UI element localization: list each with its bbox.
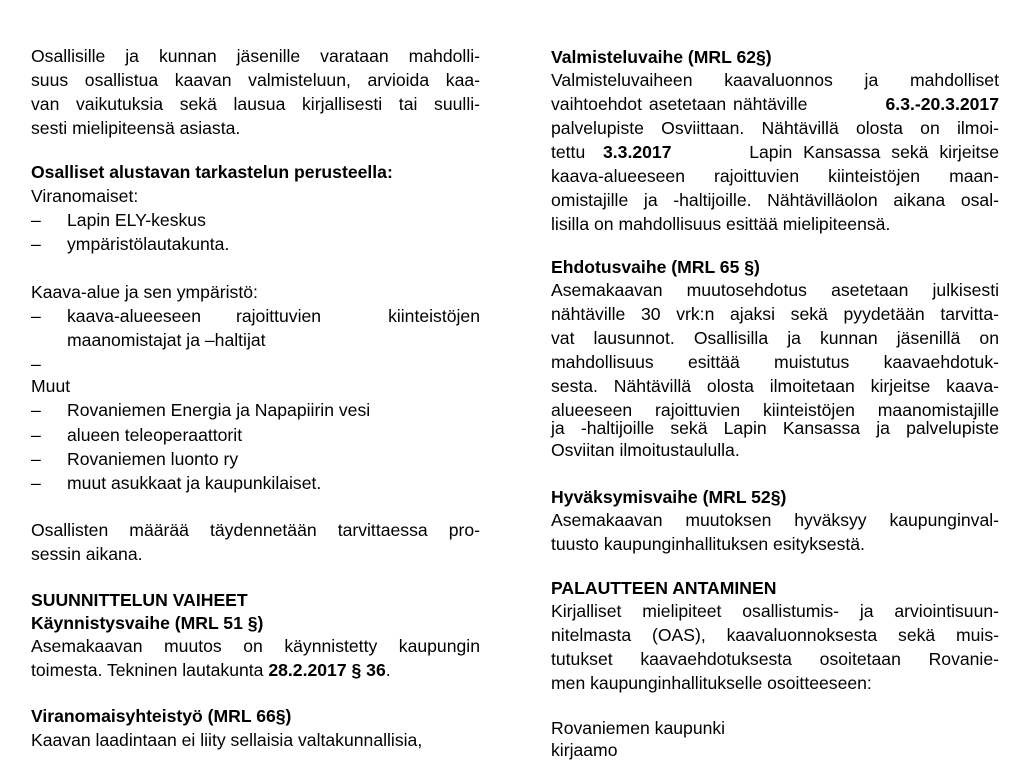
list-item-text: Rovaniemen Energia ja Napapiirin vesi [67, 400, 371, 420]
palaute-line: nitelmasta (OAS), kaavaluonnoksesta sekä muis- [551, 625, 999, 645]
address-line: Rovaniemen kaupunki [551, 718, 726, 738]
date-reference: 6.3.-20.3.2017 [885, 94, 999, 114]
hyvaksymis-line: Asemakaavan muutoksen hyväksyy kaupunginval- [551, 510, 999, 530]
osalliset-heading: Osalliset alustavan tarkastelun perusteella: [31, 162, 393, 182]
valmistelu-line: omistajille ja -haltijoille. Nähtävilläolon aikana osal- [551, 190, 999, 210]
valmistelu-line: kaava-alueeseen rajoittuvien kiinteistöjen maan- [551, 166, 999, 186]
list-item-continuation: maanomistajat ja –haltijat [67, 330, 266, 350]
suunnittelun-heading: SUUNNITTELUN VAIHEET [31, 590, 248, 610]
intro-line: van vaikutuksia sekä lausua kirjallisesti tai suulli- [31, 94, 480, 114]
dash-bullet: – [31, 449, 41, 469]
list-item-word: rajoittuvien [236, 306, 322, 326]
viranomaiset-label: Viranomaiset: [31, 186, 139, 206]
palaute-line: Kirjalliset mielipiteet osallistumis- ja arviointisuun- [551, 601, 999, 621]
text-run: . [385, 660, 391, 680]
list-item-word: kiinteistöjen [388, 306, 480, 326]
hyvaksymis-heading: Hyväksymisvaihe (MRL 52§) [551, 487, 787, 507]
ehdotus-line: alueeseen rajoittuvien kiinteistöjen maanomistajille [551, 400, 999, 420]
valmistelu-line: palvelupiste Osviittaan. Nähtävillä olosta on ilmoi- [551, 118, 999, 138]
address-line: kirjaamo [551, 740, 618, 760]
muut-label: Muut [31, 376, 71, 396]
hyvaksymis-line: tuusto kaupunginhallituksen esityksestä. [551, 534, 865, 554]
date-reference: 28.2.2017 § 36 [268, 660, 386, 680]
palaute-line: tutukset kaavaehdotuksesta osoitetaan Rovanie- [551, 649, 999, 669]
valmistelu-line: Valmisteluvaiheen kaavaluonnos ja mahdolliset [551, 70, 999, 90]
dash-bullet: – [31, 425, 41, 445]
list-item-text: ympäristölautakunta. [67, 234, 230, 254]
text-run: Lapin Kansassa sekä kirjeitse [749, 142, 999, 162]
ehdotus-line: Osviitan ilmoitustaululla. [551, 440, 740, 460]
date-reference: 3.3.2017 [603, 142, 672, 162]
list-item-text: Rovaniemen luonto ry [67, 449, 239, 469]
list-item-text: muut asukkaat ja kaupunkilaiset. [67, 473, 322, 493]
list-item-word: kaava-alueeseen [67, 306, 202, 326]
ehdotus-heading: Ehdotusvaihe (MRL 65 §) [551, 257, 760, 277]
kaynnistys-line [31, 658, 391, 682]
dash-bullet: – [31, 473, 41, 493]
dash-bullet: – [31, 354, 41, 374]
ehdotus-line: nähtäville 30 vrk:n ajaksi sekä pyydetään tarvitta- [551, 304, 999, 324]
taydennys-line: Osallisten määrää täydennetään tarvittaessa pro- [31, 520, 480, 540]
ehdotus-line: mahdollisuus esittää muistutus kaavaehdotuk- [551, 352, 999, 372]
list-item-text: alueen teleoperaattorit [67, 425, 243, 445]
viranomais-heading: Viranomaisyhteistyö (MRL 66§) [31, 706, 292, 726]
valmistelu-line: lisilla on mahdollisuus esittää mielipiteensä. [551, 214, 891, 234]
kaynnistys-heading: Käynnistysvaihe (MRL 51 §) [31, 613, 264, 633]
kaava-label: Kaava-alue ja sen ympäristö: [31, 282, 258, 302]
dash-bullet: – [31, 234, 41, 254]
palaute-line: men kaupunginhallitukselle osoitteeseen: [551, 673, 872, 693]
ehdotus-line: Asemakaavan muutosehdotus asetetaan julkisesti [551, 280, 999, 300]
ehdotus-line: sesta. Nähtävillä olosta ilmoitetaan kirjeitse kaava- [551, 376, 999, 396]
intro-line: suus osallistua kaavan valmisteluun, arvioida kaa- [31, 70, 480, 90]
valmistelu-heading: Valmisteluvaihe (MRL 62§) [551, 47, 772, 67]
palaute-heading: PALAUTTEEN ANTAMINEN [551, 578, 777, 598]
kaynnistys-line: Asemakaavan muutos on käynnistetty kaupungin [31, 636, 480, 656]
dash-bullet: – [31, 210, 41, 230]
text-run: toimesta. Tekninen lautakunta [31, 660, 269, 680]
intro-line: Osallisille ja kunnan jäsenille varataan mahdolli- [31, 46, 480, 66]
dash-bullet: – [31, 306, 41, 326]
dash-bullet: – [31, 400, 41, 420]
viranomais-line: Kaavan laadintaan ei liity sellaisia valtakunnallisia, [31, 730, 423, 750]
taydennys-line: sessin aikana. [31, 544, 143, 564]
text-run: vaihtoehdot asetetaan nähtäville [551, 94, 808, 114]
intro-line: sesti mielipiteensä asiasta. [31, 118, 241, 138]
ehdotus-line: vat lausunnot. Osallisilla ja kunnan jäsenillä on [551, 328, 999, 348]
text-run: tettu [551, 142, 586, 162]
list-item-text: Lapin ELY-keskus [67, 210, 206, 230]
ehdotus-line: ja -haltijoille sekä Lapin Kansassa ja palvelupiste [551, 418, 999, 438]
